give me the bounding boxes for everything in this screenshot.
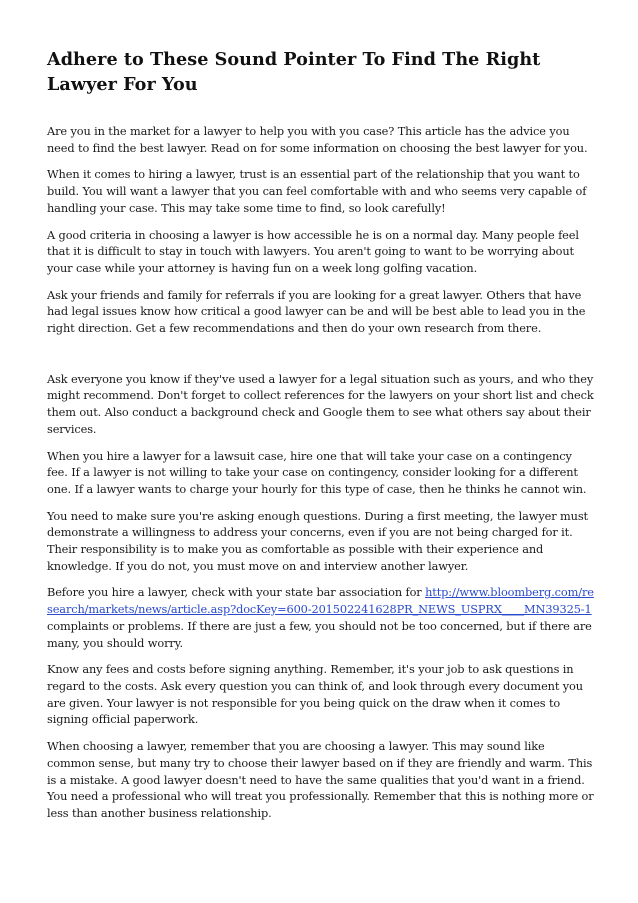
paragraph-accessibility: A good criteria in choosing a lawyer is how accessible he is on a normal day. Many people feel that it is difficult to stay in touch with lawyers. You aren't going to want to be worrying about your case while your attorney is having fun on a week long golfing vacation. bbox=[47, 227, 579, 275]
bar-association-text-before: Before you hire a lawyer, check with your state bar association for bbox=[47, 585, 426, 600]
paragraph-business-relationship: When choosing a lawyer, remember that you are choosing a lawyer. This may sound like common sense, but many try to choose their lawyer based on if they are friendly and warm. This is a mistake. A good lawyer doesn't need to have the same qualities that you'd want in a friend. You need a professional who will treat you professionally. Remember that this is nothing more or less than another business relationship. bbox=[47, 739, 594, 820]
paragraph-bar-association bbox=[47, 584, 595, 651]
paragraph-contingency: When you hire a lawyer for a lawsuit case, hire one that will take your case on a contingency fee. If a lawyer is not willing to take your case on contingency, consider looking for a different one. If a lawyer wants to charge your hourly for this type of case, then he thinks he cannot win. bbox=[47, 448, 587, 496]
document-page bbox=[47, 47, 595, 832]
document-title: Adhere to These Sound Pointer To Find The Right Lawyer For You bbox=[47, 49, 541, 95]
bar-association-text-after: complaints or problems. If there are just a few, you should not be too concerned, but if there are many, you should worry. bbox=[47, 618, 592, 650]
paragraph-fees: Know any fees and costs before signing anything. Remember, it's your job to ask questions in regard to the costs. Ask every question you can think of, and look through every document you are given. Your lawyer is not responsible for you being quick on the draw when it comes to signing official paperwork. bbox=[47, 662, 583, 727]
paragraph-questions: You need to make sure you're asking enough questions. During a first meeting, the lawyer must demonstrate a willingness to address your concerns, even if you are not being charged for it. Their responsibility is to make you as comfortable as possible with their experience and knowledge. If you do not, you must move on and interview another lawyer. bbox=[47, 508, 588, 573]
paragraph-trust: When it comes to hiring a lawyer, trust is an essential part of the relationship that you want to build. You will want a lawyer that you can feel comfortable with and who seems very capable of handling your case. This may take some time to find, so look carefully! bbox=[47, 167, 587, 215]
paragraph-referrals: Ask your friends and family for referrals if you are looking for a great lawyer. Others that have had legal issues know how critical a good lawyer can be and will be best able to lead you in the right direction. Get a few recommendations and then do your own research from there. bbox=[47, 287, 586, 336]
bloomberg-article-link[interactable]: http://www.bloomberg.com/research/markets/news/article.asp?docKey=600-201502241628PR_NEWS_USPRX____MN39325-1 bbox=[47, 585, 594, 617]
paragraph-intro: Are you in the market for a lawyer to help you with you case? This article has the advice you need to find the best lawyer. Read on for some information on choosing the best lawyer for you. bbox=[47, 124, 588, 155]
paragraph-ask-everyone: Ask everyone you know if they've used a lawyer for a legal situation such as yours, and who they might recommend. Don't forget to collect references for the lawyers on your short list and check them out. Also conduct a background check and Google them to see what others say about their services. bbox=[47, 371, 594, 436]
